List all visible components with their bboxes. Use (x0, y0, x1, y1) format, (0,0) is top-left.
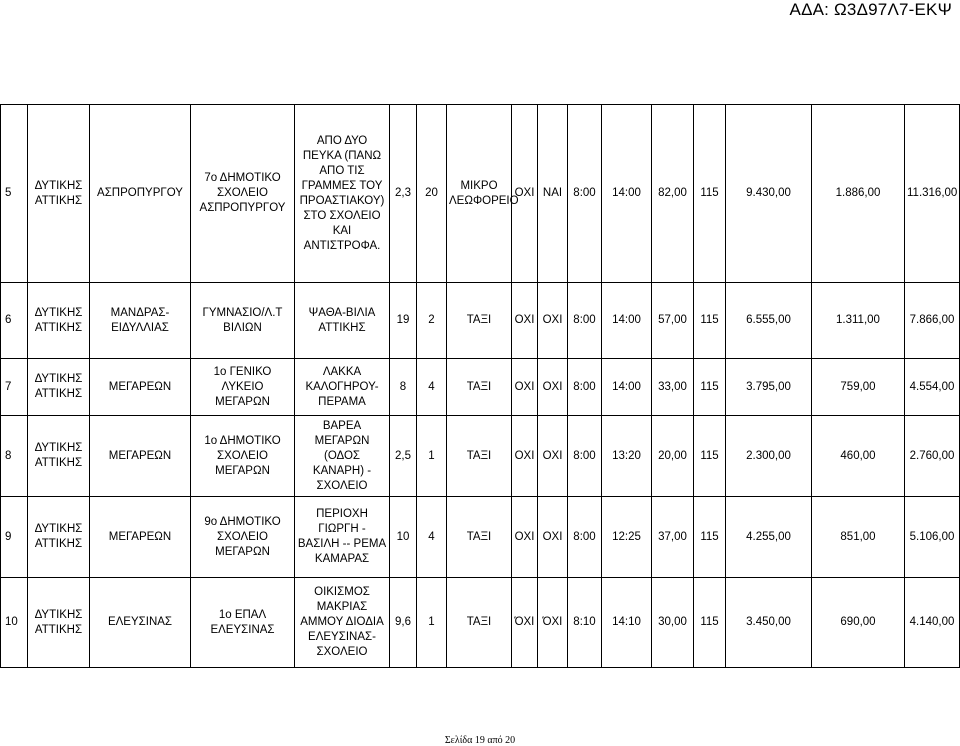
region-cell: ΔΥΤΙΚΗΣ ΑΤΤΙΚΗΣ (28, 105, 90, 283)
start-time-cell: 8:10 (568, 578, 602, 668)
vat-cell: 460,00 (812, 416, 905, 497)
km-cell: 2,3 (390, 105, 417, 283)
cost-cell: 3.450,00 (726, 578, 812, 668)
start-time-cell: 8:00 (568, 416, 602, 497)
route-cell: ΠΕΡΙΟΧΗ ΓΙΩΡΓΗ - ΒΑΣΙΛΗ -- ΡΕΜΑ ΚΑΜΑΡΑΣ (295, 497, 390, 578)
days-cell: 115 (694, 578, 726, 668)
escort-cell: ΟΧΙ (512, 283, 538, 359)
end-time-cell: 14:10 (602, 578, 652, 668)
daily-price-cell: 33,00 (652, 359, 694, 416)
vehicle-cell: ΤΑΞΙ (447, 359, 512, 416)
start-time-cell: 8:00 (568, 105, 602, 283)
table-row (1, 578, 960, 668)
transport-routes-table (0, 104, 960, 668)
students-cell: 4 (417, 359, 447, 416)
row-number: 5 (1, 105, 28, 283)
end-time-cell: 14:00 (602, 359, 652, 416)
total-cell: 7.866,00 (905, 283, 960, 359)
cost-cell: 4.255,00 (726, 497, 812, 578)
table-row (1, 359, 960, 416)
end-time-cell: 13:20 (602, 416, 652, 497)
daily-price-cell: 57,00 (652, 283, 694, 359)
km-cell: 8 (390, 359, 417, 416)
vat-cell: 1.886,00 (812, 105, 905, 283)
end-time-cell: 14:00 (602, 283, 652, 359)
escort-cell: ΟΧΙ (512, 497, 538, 578)
school-cell: 1ο ΓΕΝΙΚΟ ΛΥΚΕΙΟ ΜΕΓΑΡΩΝ (191, 359, 295, 416)
start-time-cell: 8:00 (568, 497, 602, 578)
escort-cell: ΌΧΙ (512, 578, 538, 668)
table-row (1, 416, 960, 497)
start-time-cell: 8:00 (568, 359, 602, 416)
students-cell: 20 (417, 105, 447, 283)
daily-price-cell: 30,00 (652, 578, 694, 668)
cost-cell: 6.555,00 (726, 283, 812, 359)
total-cell: 5.106,00 (905, 497, 960, 578)
days-cell: 115 (694, 359, 726, 416)
ada-code: ΑΔΑ: Ω3Δ97Λ7-ΕΚΨ (789, 0, 952, 19)
daily-price-cell: 82,00 (652, 105, 694, 283)
days-cell: 115 (694, 283, 726, 359)
region-cell: ΔΥΤΙΚΗΣ ΑΤΤΙΚΗΣ (28, 359, 90, 416)
km-cell: 10 (390, 497, 417, 578)
start-time-cell: 8:00 (568, 283, 602, 359)
km-cell: 2,5 (390, 416, 417, 497)
cost-cell: 9.430,00 (726, 105, 812, 283)
row-number: 9 (1, 497, 28, 578)
return-cell: ΟΧΙ (538, 283, 568, 359)
vehicle-cell: ΜΙΚΡΟ ΛΕΩΦΟΡΕΙΟ (447, 105, 512, 283)
escort-cell: ΟΧΙ (512, 416, 538, 497)
table-row (1, 283, 960, 359)
region-cell: ΔΥΤΙΚΗΣ ΑΤΤΙΚΗΣ (28, 578, 90, 668)
school-cell: 7ο ΔΗΜΟΤΙΚΟ ΣΧΟΛΕΙΟ ΑΣΠΡΟΠΥΡΓΟΥ (191, 105, 295, 283)
vehicle-cell: ΤΑΞΙ (447, 497, 512, 578)
municipality-cell: ΑΣΠΡΟΠΥΡΓΟΥ (90, 105, 191, 283)
row-number: 10 (1, 578, 28, 668)
total-cell: 11.316,00 (905, 105, 960, 283)
students-cell: 1 (417, 416, 447, 497)
days-cell: 115 (694, 497, 726, 578)
return-cell: ΟΧΙ (538, 416, 568, 497)
page-number: Σελίδα 19 από 20 (444, 735, 516, 746)
vehicle-cell: ΤΑΞΙ (447, 416, 512, 497)
total-cell: 2.760,00 (905, 416, 960, 497)
return-cell: ΟΧΙ (538, 359, 568, 416)
days-cell: 115 (694, 416, 726, 497)
end-time-cell: 14:00 (602, 105, 652, 283)
km-cell: 19 (390, 283, 417, 359)
daily-price-cell: 37,00 (652, 497, 694, 578)
municipality-cell: ΜΑΝΔΡΑΣ-ΕΙΔΥΛΛΙΑΣ (90, 283, 191, 359)
route-cell: ΒΑΡΕΑ ΜΕΓΑΡΩΝ (ΟΔΟΣ ΚΑΝΑΡΗ) - ΣΧΟΛΕΙΟ (295, 416, 390, 497)
route-cell: ΨΑΘΑ-ΒΙΛΙΑ ΑΤΤΙΚΗΣ (295, 283, 390, 359)
route-cell: ΟΙΚΙΣΜΟΣ ΜΑΚΡΙΑΣ ΑΜΜΟΥ ΔΙΟΔΙΑ ΕΛΕΥΣΙΝΑΣ-ΣΧΟΛΕΙΟ (295, 578, 390, 668)
school-cell: 1ο ΕΠΑΛ ΕΛΕΥΣΙΝΑΣ (191, 578, 295, 668)
vehicle-cell: ΤΑΞΙ (447, 283, 512, 359)
table-row (1, 497, 960, 578)
vat-cell: 851,00 (812, 497, 905, 578)
route-cell: ΑΠΟ ΔΥΟ ΠΕΥΚΑ (ΠΑΝΩ ΑΠΟ ΤΙΣ ΓΡΑΜΜΕΣ ΤΟΥ ΠΡΟΑΣΤΙΑΚΟΥ) ΣΤΟ ΣΧΟΛΕΙΟ ΚΑΙ ΑΝΤΙΣΤΡΟΦΑ. (295, 105, 390, 283)
km-cell: 9,6 (390, 578, 417, 668)
return-cell: ΌΧΙ (538, 578, 568, 668)
students-cell: 4 (417, 497, 447, 578)
vat-cell: 759,00 (812, 359, 905, 416)
vehicle-cell: ΤΑΞΙ (447, 578, 512, 668)
school-cell: 1ο ΔΗΜΟΤΙΚΟ ΣΧΟΛΕΙΟ ΜΕΓΑΡΩΝ (191, 416, 295, 497)
row-number: 7 (1, 359, 28, 416)
row-number: 8 (1, 416, 28, 497)
school-cell: ΓΥΜΝΑΣΙΟ/Λ.Τ ΒΙΛΙΩΝ (191, 283, 295, 359)
school-cell: 9ο ΔΗΜΟΤΙΚΟ ΣΧΟΛΕΙΟ ΜΕΓΑΡΩΝ (191, 497, 295, 578)
total-cell: 4.554,00 (905, 359, 960, 416)
daily-price-cell: 20,00 (652, 416, 694, 497)
students-cell: 2 (417, 283, 447, 359)
region-cell: ΔΥΤΙΚΗΣ ΑΤΤΙΚΗΣ (28, 497, 90, 578)
return-cell: ΟΧΙ (538, 497, 568, 578)
municipality-cell: ΜΕΓΑΡΕΩΝ (90, 359, 191, 416)
region-cell: ΔΥΤΙΚΗΣ ΑΤΤΙΚΗΣ (28, 283, 90, 359)
vat-cell: 690,00 (812, 578, 905, 668)
students-cell: 1 (417, 578, 447, 668)
route-cell: ΛΑΚΚΑ ΚΑΛΟΓΗΡΟΥ-ΠΕΡΑΜΑ (295, 359, 390, 416)
total-cell: 4.140,00 (905, 578, 960, 668)
escort-cell: ΟΧΙ (512, 359, 538, 416)
table-row (1, 105, 960, 283)
vat-cell: 1.311,00 (812, 283, 905, 359)
cost-cell: 3.795,00 (726, 359, 812, 416)
days-cell: 115 (694, 105, 726, 283)
row-number: 6 (1, 283, 28, 359)
municipality-cell: ΜΕΓΑΡΕΩΝ (90, 416, 191, 497)
end-time-cell: 12:25 (602, 497, 652, 578)
municipality-cell: ΕΛΕΥΣΙΝΑΣ (90, 578, 191, 668)
cost-cell: 2.300,00 (726, 416, 812, 497)
region-cell: ΔΥΤΙΚΗΣ ΑΤΤΙΚΗΣ (28, 416, 90, 497)
return-cell: ΝΑΙ (538, 105, 568, 283)
municipality-cell: ΜΕΓΑΡΕΩΝ (90, 497, 191, 578)
escort-cell: ΟΧΙ (512, 105, 538, 283)
